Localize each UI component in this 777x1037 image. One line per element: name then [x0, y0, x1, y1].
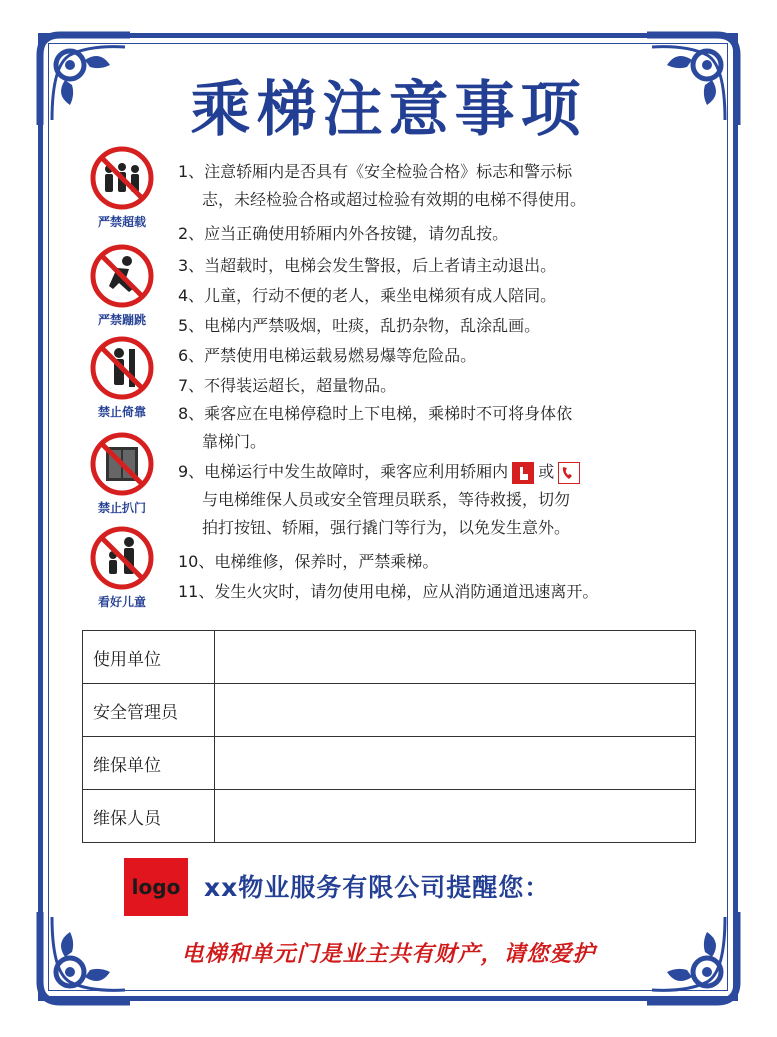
- rule-text-cont: 志，未经检验合格或超过检验有效期的电梯不得使用。: [202, 190, 587, 209]
- table-label: 安全管理员: [83, 684, 215, 737]
- rule-text: 11、发生火灾时，请勿使用电梯，应从消防通道迅速离开。: [178, 582, 599, 601]
- phone-icon: [558, 462, 580, 484]
- sign-watch-children: [82, 525, 162, 610]
- rule-text: 9、电梯运行中发生故障时，乘客应利用轿厢内: [178, 462, 509, 481]
- footer-slogan: 电梯和单元门是业主共有财产，请您爱护: [181, 941, 596, 967]
- rule-text: 3、当超载时，电梯会发生警报，后上者请主动退出。: [178, 256, 557, 275]
- rule-text: 8、乘客应在电梯停稳时上下电梯，乘梯时不可将身体依: [178, 404, 573, 423]
- list-item: [178, 578, 698, 606]
- rule-text-cont: 拍打按钮、轿厢，强行撬门等行为，以免发生意外。: [202, 518, 571, 537]
- table-value-field[interactable]: [215, 631, 696, 684]
- sign-no-overload: [82, 145, 162, 230]
- table-label: 维保人员: [83, 790, 215, 843]
- table-value-field[interactable]: [215, 684, 696, 737]
- rule-text: 2、应当正确使用轿厢内外各按键，请勿乱按。: [178, 224, 509, 243]
- rule-text: 5、电梯内严禁吸烟，吐痰，乱扔杂物，乱涂乱画。: [178, 316, 541, 335]
- no-prying-door-icon: [89, 431, 155, 497]
- logo: logo: [124, 858, 188, 916]
- rule-or: 或: [538, 462, 555, 481]
- rule-text: 6、严禁使用电梯运载易燃易爆等危险品。: [178, 346, 477, 365]
- page-title: 乘梯注意事项: [190, 75, 587, 145]
- sign-no-leaning: [82, 335, 162, 420]
- list-item: [178, 282, 698, 310]
- list-item: [178, 372, 698, 400]
- no-jumping-icon: [89, 243, 155, 309]
- list-item: [178, 220, 698, 248]
- rule-text-cont: 靠梯门。: [202, 432, 267, 451]
- table-value-field[interactable]: [215, 790, 696, 843]
- sign-label: 看好儿童: [97, 595, 146, 609]
- sign-no-prying-door: [82, 431, 162, 516]
- info-table: [82, 630, 696, 843]
- rule-text: 4、儿童，行动不便的老人，乘坐电梯须有成人陪同。: [178, 286, 557, 305]
- sign-label: 严禁蹦跳: [97, 313, 146, 327]
- table-label: 使用单位: [83, 631, 215, 684]
- list-item: [178, 458, 698, 542]
- rule-text: 1、注意轿厢内是否具有《安全检验合格》标志和警示标: [178, 162, 573, 181]
- rule-text-cont: 与电梯维保人员或安全管理员联系，等待救援，切勿: [202, 490, 571, 509]
- table-row: [83, 631, 696, 684]
- sign-no-jumping: [82, 243, 162, 328]
- no-leaning-icon: [89, 335, 155, 401]
- company-reminder: xx物业服务有限公司提醒您：: [204, 873, 551, 902]
- watch-children-icon: [89, 525, 155, 591]
- table-label: 维保单位: [83, 737, 215, 790]
- sign-label: 严禁超载: [97, 215, 146, 229]
- sign-label: 禁止倚靠: [97, 405, 146, 419]
- sign-label: 禁止扒门: [97, 501, 146, 515]
- table-row: [83, 737, 696, 790]
- list-item: [178, 548, 698, 576]
- table-row: [83, 684, 696, 737]
- list-item: [178, 158, 698, 214]
- rule-text: 10、电梯维修，保养时，严禁乘梯。: [178, 552, 439, 571]
- no-overload-icon: [89, 145, 155, 211]
- company-banner: [124, 858, 684, 918]
- list-item: [178, 312, 698, 340]
- list-item: [178, 400, 698, 456]
- table-row: [83, 790, 696, 843]
- rule-text: 7、不得装运超长，超量物品。: [178, 376, 397, 395]
- list-item: [178, 342, 698, 370]
- table-value-field[interactable]: [215, 737, 696, 790]
- list-item: [178, 252, 698, 280]
- emergency-button-icon: [512, 462, 534, 484]
